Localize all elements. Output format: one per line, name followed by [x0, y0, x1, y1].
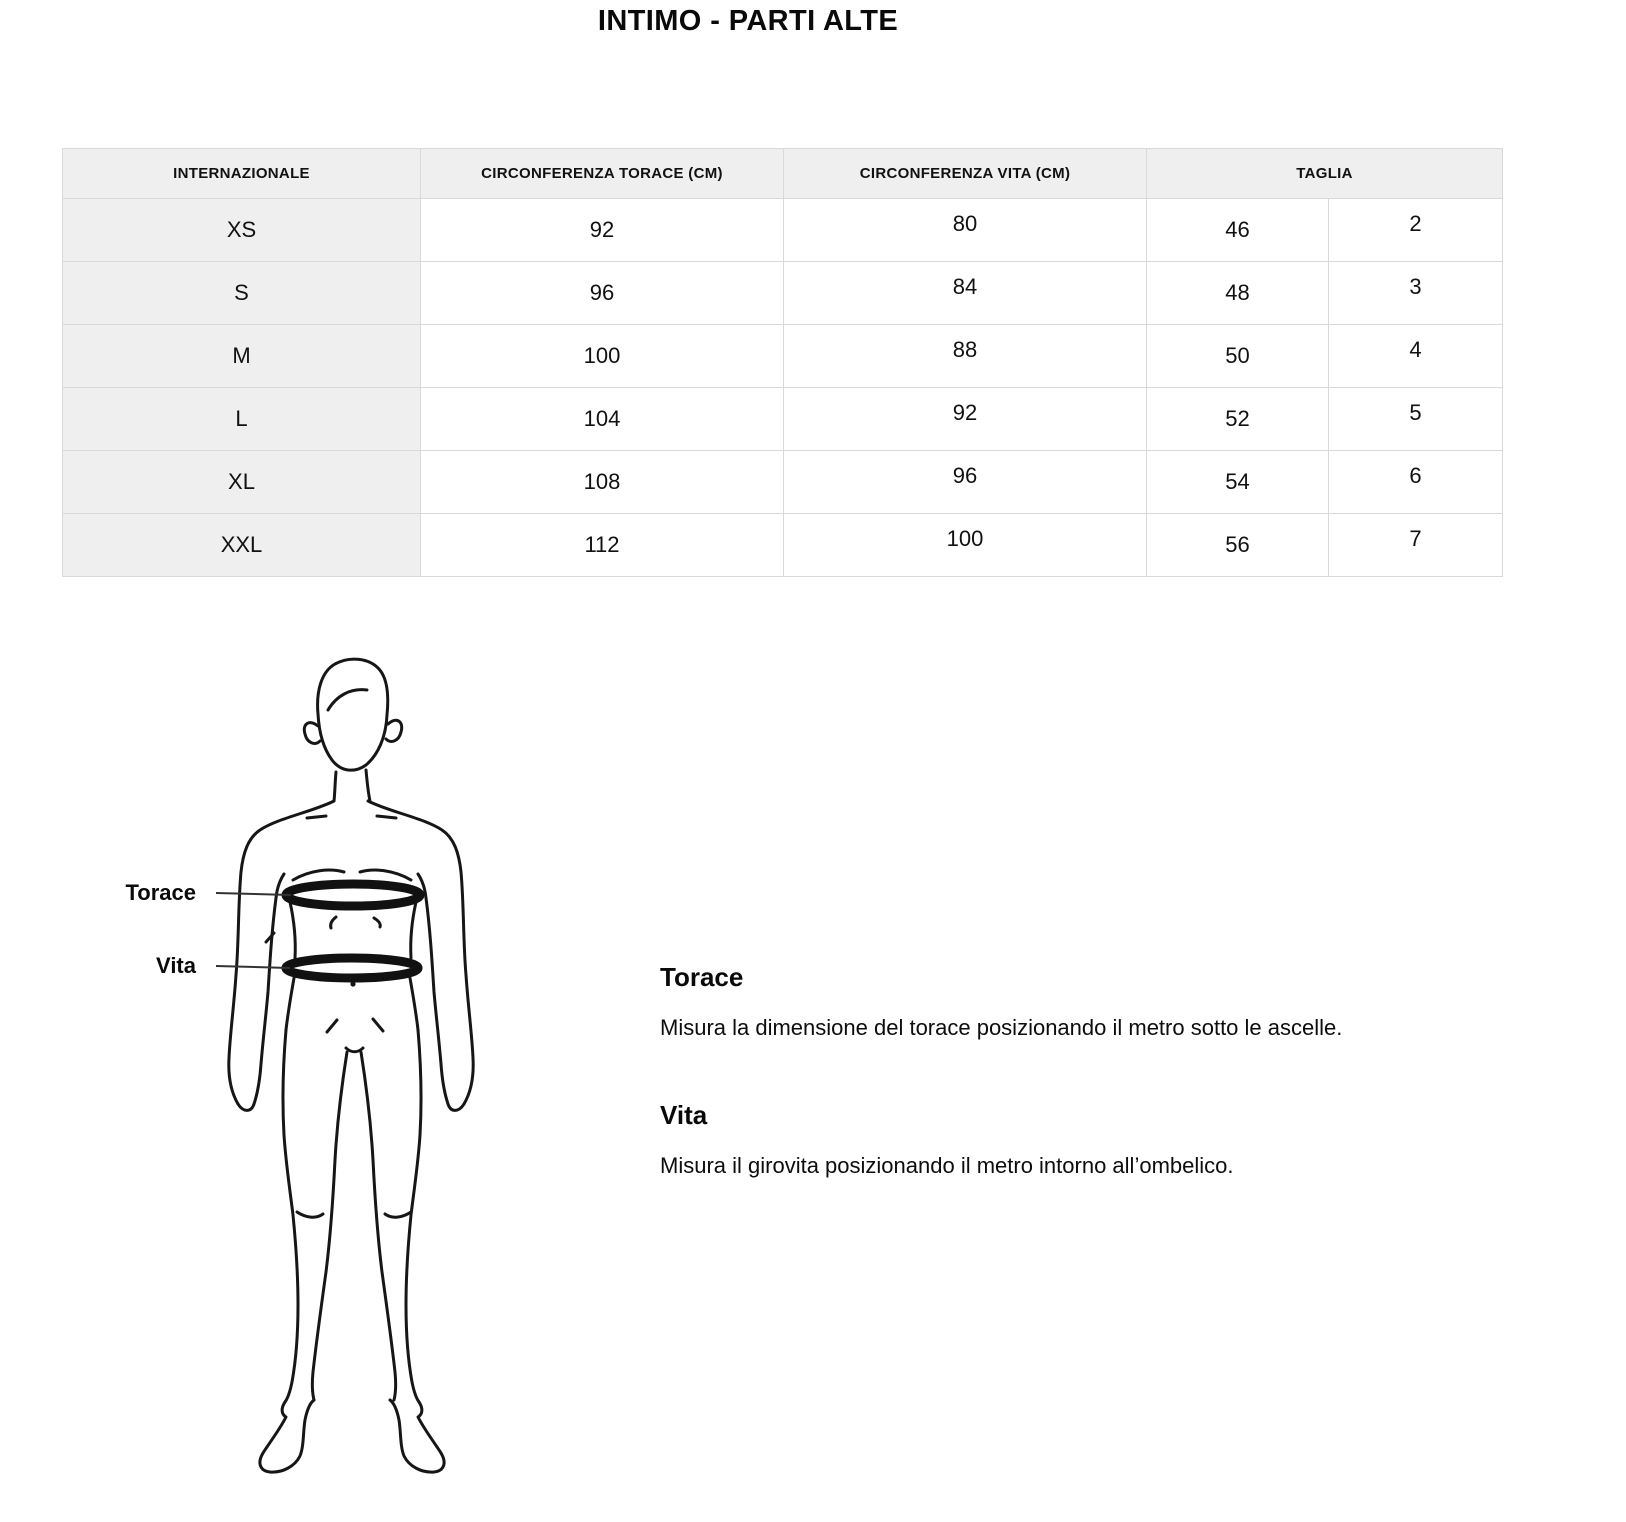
table-row: [63, 514, 1503, 577]
taglia-num-cell: 3: [1329, 262, 1503, 325]
chest-cell: 112: [421, 514, 784, 577]
column-header-taglia: TAGLIA: [1147, 149, 1503, 199]
vita-figure-label: Vita: [156, 953, 196, 978]
taglia-it-cell: 46: [1147, 199, 1329, 262]
measuring-guide: [660, 960, 1450, 1180]
taglia-it-cell: 52: [1147, 388, 1329, 451]
waist-cell: 96: [784, 451, 1147, 514]
waist-cell: 92: [784, 388, 1147, 451]
taglia-num-cell: 2: [1329, 199, 1503, 262]
size-table: [62, 148, 1503, 577]
guide-heading-vita: Vita: [660, 1100, 708, 1130]
table-row: [63, 199, 1503, 262]
guide-section-torace: [660, 960, 1450, 1042]
taglia-it-cell: 50: [1147, 325, 1329, 388]
taglia-num-cell: 4: [1329, 325, 1503, 388]
size-cell: XS: [63, 199, 421, 262]
chest-cell: 92: [421, 199, 784, 262]
chest-cell: 108: [421, 451, 784, 514]
waist-cell: 84: [784, 262, 1147, 325]
waist-cell: 80: [784, 199, 1147, 262]
torace-pointer-line: [216, 893, 291, 895]
table-header-row: [63, 149, 1503, 199]
table-row: [63, 325, 1503, 388]
size-cell: S: [63, 262, 421, 325]
hair-line: [328, 690, 367, 710]
size-cell: L: [63, 388, 421, 451]
chest-band: [286, 884, 420, 906]
size-cell: M: [63, 325, 421, 388]
ear-left: [304, 723, 320, 744]
taglia-num-cell: 7: [1329, 514, 1503, 577]
torace-figure-label: Torace: [125, 880, 196, 905]
head-outline: [318, 659, 388, 770]
size-cell: XXL: [63, 514, 421, 577]
body-figure-svg: [60, 620, 620, 1520]
waist-cell: 100: [784, 514, 1147, 577]
page-title: INTIMO - PARTI ALTE: [597, 5, 899, 37]
ear-right: [386, 720, 402, 741]
guide-text-torace: Misura la dimensione del torace posizionando il metro sotto le ascelle.: [660, 1015, 1343, 1040]
chest-cell: 100: [421, 325, 784, 388]
vita-pointer-line: [216, 966, 290, 968]
taglia-it-cell: 48: [1147, 262, 1329, 325]
taglia-it-cell: 56: [1147, 514, 1329, 577]
waist-cell: 88: [784, 325, 1147, 388]
table-row: [63, 388, 1503, 451]
chest-cell: 96: [421, 262, 784, 325]
waist-band: [286, 958, 418, 978]
body-figure-illustration: [60, 620, 620, 1520]
taglia-num-cell: 5: [1329, 388, 1503, 451]
column-header-vita: CIRCONFERENZA VITA (CM): [784, 149, 1147, 199]
size-cell: XL: [63, 451, 421, 514]
column-header-internazionale: INTERNAZIONALE: [63, 149, 421, 199]
table-row: [63, 451, 1503, 514]
taglia-it-cell: 54: [1147, 451, 1329, 514]
table-row: [63, 262, 1503, 325]
guide-text-vita: Misura il girovita posizionando il metro intorno all’ombelico.: [660, 1153, 1234, 1178]
taglia-num-cell: 6: [1329, 451, 1503, 514]
chest-cell: 104: [421, 388, 784, 451]
guide-section-vita: [660, 1098, 1450, 1180]
column-header-torace: CIRCONFERENZA TORACE (CM): [421, 149, 784, 199]
guide-heading-torace: Torace: [660, 962, 744, 992]
